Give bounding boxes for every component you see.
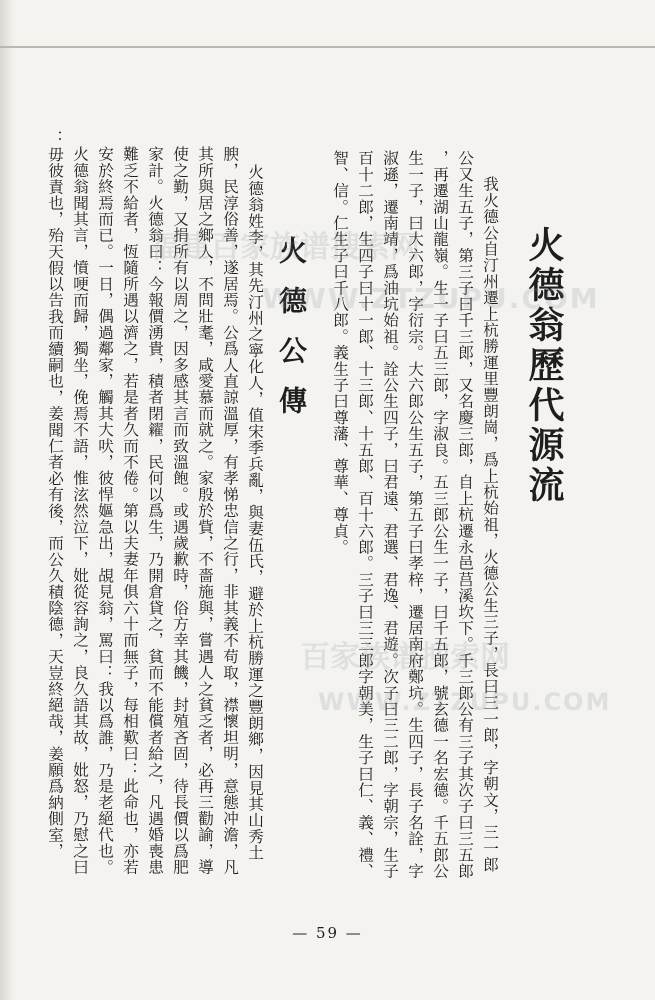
watermark-text: 百家族谱搜索网	[300, 640, 510, 675]
genealogy-line: 智、信。仁生子曰千八郎。義生子曰尊藩、尊華、尊貞。	[331, 150, 349, 555]
biography-line: 難乏不給者，恆隨所遇以濟之，若是者久而不倦。第以夫妻年俱六十而無子，每相歎曰：此命也，亦若	[121, 146, 139, 875]
genealogy-line: 我火德公自汀州遷上杭勝運里豐朗崗，爲上杭始祖，火德公生三子，長曰三一郎，字朝文，三一郎	[481, 176, 499, 873]
page-gutter-shadow	[0, 0, 14, 1000]
biography-line: ：毋彼責也，殆天假以告我而續嗣也，姜聞仁者必有後，而公久積陰德，天豈終絕哉，姜願爲納側室，	[46, 130, 64, 859]
genealogy-line: ，再遷湖山龍嶺。生一子曰五三郎，字淑良。五三郎公生一子，曰千五郎，號玄德一名宏德。千五郎公	[431, 150, 449, 879]
biography-line: 火德翁聞其言，憤哽而歸，獨坐，俛焉不語，惟泫然泣下，妣從容詢之，良久語其故，妣怒，乃慰之曰	[71, 146, 89, 875]
watermark-url: WWW.ZTZUPU.COM	[318, 688, 612, 716]
biography-line: 火德翁姓李，其先汀州之寧化人，值宋季兵亂，與妻伍氏，避於上杭勝運之豐朗鄉，因見其山秀土	[246, 164, 264, 861]
biography-line: 安於終焉而已。一日，偶過鄰家，觸其大吠，彼悍嫗急出，覘見翁，罵曰：我以爲誰，乃是老絕代也。	[96, 146, 114, 875]
biography-line: 家計。火德翁曰：今報價湧貴，積者閉糴，民何以爲生，乃開倉貸之，貧而不能償者給之，凡遇婚喪患	[146, 146, 164, 875]
binding-line	[0, 46, 655, 48]
biography-line: 其所與居之鄉人，不問壯耄，咸愛慕而就之。家殷於貲，不嗇施與，嘗遇人之貧乏者，必再三勸諭，導	[196, 146, 214, 875]
watermark-text: 福建百家族谱搜索网	[150, 230, 420, 265]
watermark-url: WWW.ZTZUPU.COM	[262, 282, 600, 315]
page-number: — 59 —	[292, 924, 363, 942]
biography-title: 火德公傳	[275, 236, 308, 436]
genealogy-line: 公又生五子，第三子曰千三郎，又名慶三郎，自上杭遷永邑莒溪坎下。千三郎公有三子其次子曰三五郎	[456, 150, 474, 879]
biography-line: 使之勤，又捐所有以周之，因多感其言而致溫飽。或遇歲歉時，俗方幸其饑，封殖吝固，待長價以爲肥	[171, 146, 189, 875]
genealogy-line: 淑遜，遷南靖，爲油坑始祖。詮公生四子，曰君遠、君選、君逸、君遊。次子曰三二郎，字朝宗，生子	[381, 150, 399, 879]
section-title: 火德翁歷代源流	[523, 226, 565, 506]
genealogy-line: 生一子，曰大六郎，字衍宗。大六郎公生五子，第五子曰孝梓，遷居南府鄭坑。生四子，長子名詮，字	[406, 150, 424, 879]
genealogy-line: 百十二郎，生四子曰十一郎、十三郎、十五郎、百十六郎。三子曰三三郎字朝美，生子曰仁、義、禮、	[356, 150, 374, 879]
biography-line: 腴，民淳俗善，遂居焉。公爲人直諒溫厚，有孝悌忠信之行，非其義不苟取，襟懷坦明，意態冲澹，凡	[221, 146, 239, 875]
